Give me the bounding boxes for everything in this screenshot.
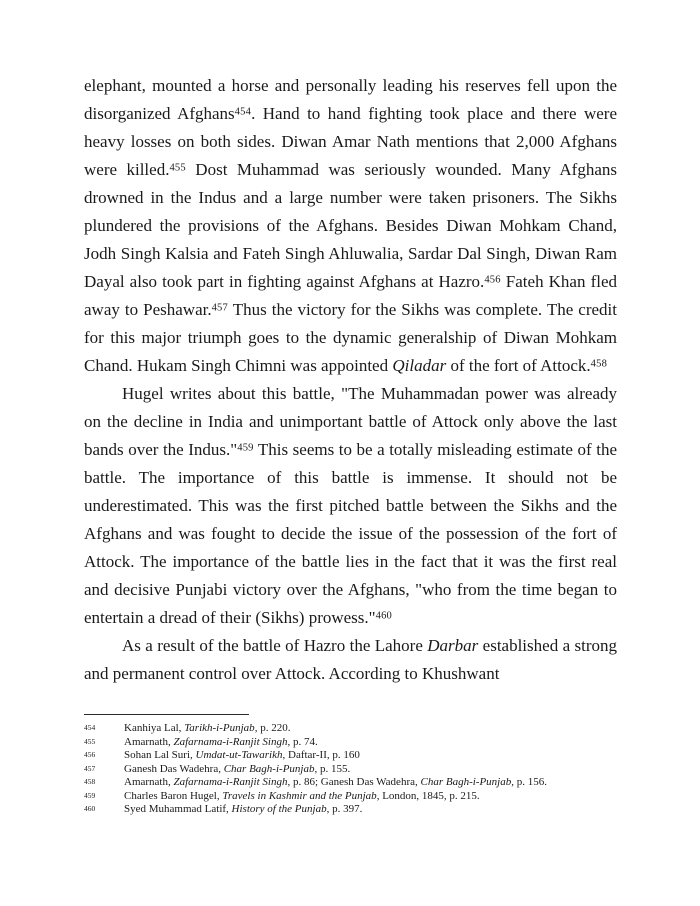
- footnote-number[interactable]: 456: [84, 750, 96, 759]
- footnote-reference[interactable]: 459: [237, 442, 254, 454]
- footnote-separator-rule: [84, 714, 249, 715]
- footnote-number[interactable]: 458: [84, 777, 96, 786]
- italic-term: Umdat-ut-Tawarikh: [195, 749, 283, 761]
- footnote-text: [84, 803, 617, 817]
- footnote-text: [84, 776, 617, 790]
- italic-term: Char Bagh-i-Punjab: [223, 762, 315, 775]
- italic-term: Zafarnama-i-Ranjit Singh: [173, 735, 288, 748]
- footnote-text: [84, 722, 617, 736]
- italic-term: Darbar: [427, 636, 479, 655]
- text-run: Fateh Khan fled away to Peshawar.: [84, 272, 617, 319]
- italic-term: Tarikh-i-Punjab: [184, 722, 255, 734]
- footnote-reference[interactable]: 458: [590, 358, 608, 370]
- paragraph-attock-victory: [84, 72, 617, 380]
- text-run: , p. 86; Ganesh Das Wadehra,: [287, 776, 421, 788]
- paragraph-hugel-estimate: [84, 380, 617, 632]
- italic-term: Qiladar: [392, 356, 447, 375]
- text-run: Amarnath,: [124, 735, 174, 748]
- footnote-number[interactable]: 457: [84, 763, 96, 773]
- footnote-list: [84, 722, 617, 817]
- text-run: Sohan Lal Suri,: [124, 749, 196, 761]
- footnote-item: [84, 722, 617, 736]
- text-run: As a result of the battle of Hazro the Lahore: [122, 636, 428, 655]
- footnote-reference[interactable]: 455: [169, 162, 186, 174]
- footnote-item: [84, 763, 617, 777]
- text-run: . Hand to hand fighting took place and there were heavy losses on both sides. Diwan Amar Nath mentions that 2,000 Afghans were killed.: [84, 104, 617, 179]
- footnote-area: [84, 714, 617, 817]
- footnote-item: [84, 803, 617, 817]
- text-run: elephant, mounted a horse and personally leading his reserves fell upon the disorganized Afghans: [84, 76, 617, 123]
- footnote-text: [84, 790, 617, 804]
- footnote-item: [84, 736, 617, 750]
- text-run: Dost Muhammad was seriously wounded. Many Afghans drowned in the Indus and a large number were taken prisoners. The Sikhs plundered the provisions of the Afghans. Besides Diwan Mohkam Chand, Jodh Singh Kalsia and Fateh Singh Ahluwalia, Sardar Dal Singh, Diwan Ram Dayal also took part in fighting against Afghans at Hazro.: [84, 160, 617, 291]
- footnote-reference[interactable]: 456: [484, 274, 501, 286]
- text-run: , p. 155.: [314, 762, 351, 775]
- text-run: , Daftar-II, p. 160: [282, 749, 360, 761]
- footnote-reference[interactable]: 457: [211, 302, 228, 314]
- text-run: Charles Baron Hugel,: [124, 789, 223, 802]
- text-run: This seems to be a totally misleading estimate of the battle. The importance of this battle is immense. It should not be underestimated. This was the first pitched battle between the Sikhs and the Afghans and was fought to decide the issue of the possession of the fort of Attock. The importance of the battle lies in the fact that it was the first real and decisive Punjabi victory over the Afghans, "who from the time began to entertain a dread of their (Sikhs) prowess.": [84, 440, 617, 627]
- text-run: , London, 1845, p. 215.: [376, 789, 480, 802]
- text-run: Hugel writes about this battle, "The Muhammadan power was already on the decline in India and unimportant battle of Attock only above the last bands over the Indus.": [84, 384, 617, 459]
- footnote-text: [84, 763, 617, 777]
- italic-term: Char Bagh-i-Punjab: [420, 776, 512, 788]
- text-run: , p. 156.: [511, 776, 547, 788]
- footnote-text: [84, 749, 617, 763]
- footnote-number[interactable]: 459: [84, 790, 96, 800]
- italic-term: History of the Punjab: [231, 803, 327, 815]
- italic-term: Travels in Kashmir and the Punjab: [222, 789, 377, 802]
- text-run: Ganesh Das Wadehra,: [124, 762, 224, 775]
- text-run: Kanhiya Lal,: [124, 722, 185, 734]
- text-run: Amarnath,: [124, 776, 174, 788]
- italic-term: Zafarnama-i-Ranjit Singh: [173, 776, 288, 788]
- body-text-column: [84, 72, 617, 688]
- text-run: , p. 397.: [326, 803, 363, 815]
- footnote-reference[interactable]: 454: [234, 106, 252, 118]
- text-run: , p. 220.: [254, 722, 291, 734]
- footnote-item: [84, 749, 617, 763]
- footnote-item: [84, 776, 617, 790]
- text-run: Thus the victory for the Sikhs was complete. The credit for this major triumph goes to the dynamic generalship of Diwan Mohkam Chand. Hukam Singh Chimni was appointed: [84, 300, 617, 375]
- footnote-number[interactable]: 460: [84, 804, 96, 813]
- text-run: established a strong and permanent control over Attock. According to Khushwant: [84, 636, 617, 683]
- footnote-reference[interactable]: 460: [375, 610, 393, 622]
- text-run: , p. 74.: [287, 735, 318, 748]
- footnote-item: [84, 790, 617, 804]
- text-run: Syed Muhammad Latif,: [124, 803, 232, 815]
- footnote-number[interactable]: 454: [84, 723, 96, 732]
- footnote-number[interactable]: 455: [84, 736, 96, 746]
- footnote-text: [84, 736, 617, 750]
- paragraph-lahore-darbar-control: [84, 632, 617, 688]
- text-run: of the fort of Attock.: [446, 356, 591, 375]
